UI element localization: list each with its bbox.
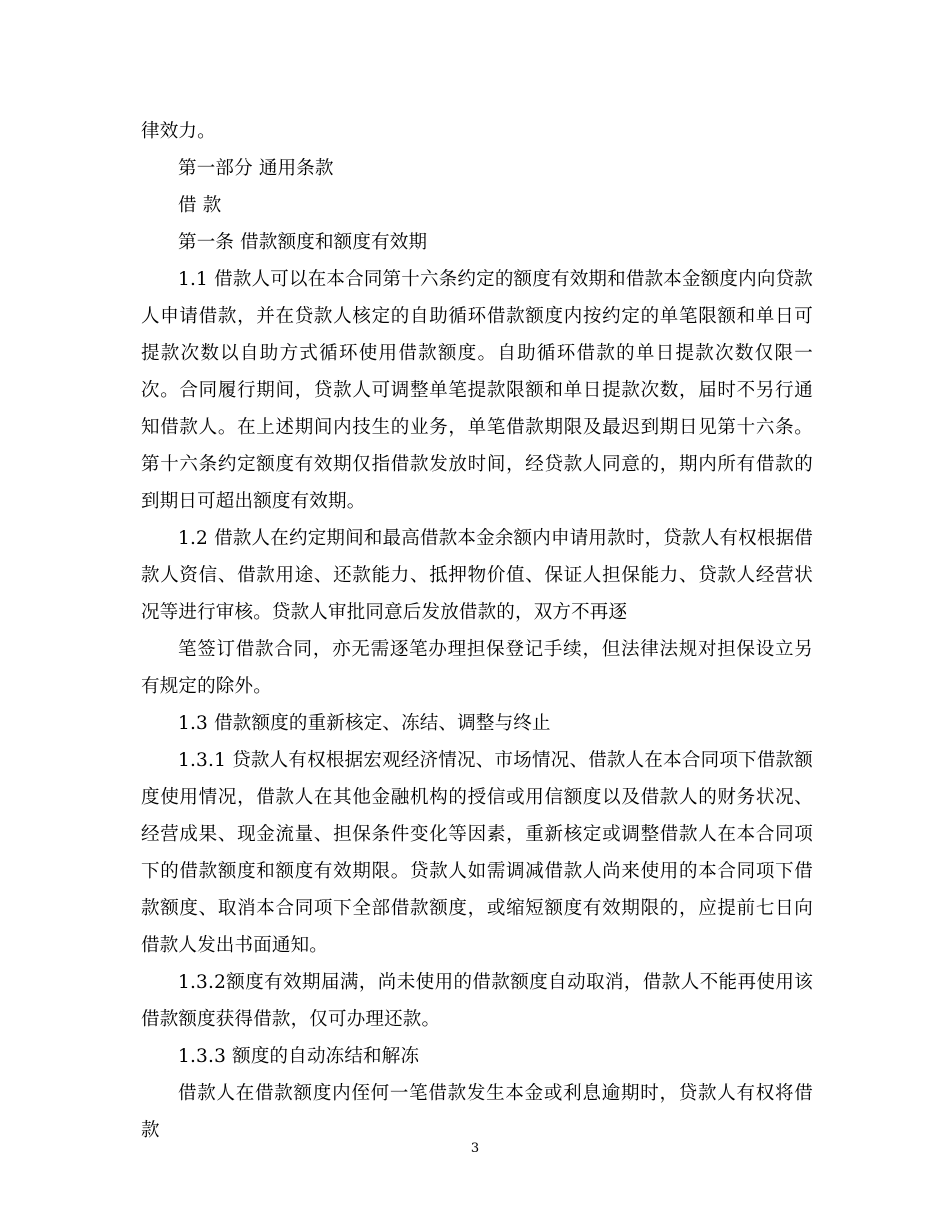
clause-1-3-heading: 1.3 借款额度的重新核定、冻结、调整与终止: [178, 713, 551, 734]
clause-1-2: 1.2 借款人在约定期间和最高借款本金余额内申请用款时，贷款人有权根据借款人资信、借款用途、还款能力、抵押物价值、保证人担保能力、贷款人经营状况等进行审核。贷款人审批同意后发放借款的，双方不再逐: [141, 528, 813, 623]
clause-1-3-2: 1.3.2额度有效期届满，尚未使用的借款额度自动取消，借款人不能再使用该借款额度获得借款，仅可办理还款。: [141, 972, 813, 1030]
section-heading: 借 款: [178, 195, 222, 216]
article-heading: 第一条 借款额度和额度有效期: [178, 232, 428, 253]
paragraph: 律效力。: [141, 121, 216, 142]
clause-1-1: 1.1 借款人可以在本合同第十六条约定的额度有效期和借款本金额度内向贷款人申请借款，并在贷款人核定的自助循环借款额度内按约定的单笔限额和单日可提款次数以自助方式循环使用借款额度。自助循环借款的单日提款次数仅限一次。合同履行期间，贷款人可调整单笔提款限额和单日提款次数，届时不另行通知借款人。在上述期间内技生的业务，单笔借款期限及最迟到期日见第十六条。第十六条约定额度有效期仅指借款发放时间，经贷款人同意的，期内所有借款的到期日可超出额度有效期。: [141, 269, 813, 512]
page-number: 3: [470, 1141, 480, 1156]
part-heading: 第一部分 通用条款: [178, 158, 334, 179]
clause-1-3-3-heading: 1.3.3 额度的自动冻结和解冻: [178, 1046, 420, 1067]
clause-1-2-continued: 笔签订借款合同，亦无需逐笔办理担保登记手续，但法律法规对担保设立另有规定的除外。: [141, 639, 813, 697]
clause-1-3-3-body: 借款人在借款额度内侄何一笔借款发生本金或利息逾期时，贷款人有权将借款: [141, 1083, 813, 1141]
document-body: [141, 113, 813, 1149]
clause-1-3-1: 1.3.1 贷款人有权根据宏观经济情况、市场情况、借款人在本合同项下借款额度使用情况，借款人在其他金融机构的授信或用信额度以及借款人的财务状况、经营成果、现金流量、担保条件变化等因素，重新核定或调整借款人在本合同项下的借款额度和额度有效期限。贷款人如需调减借款人尚来使用的本合同项下借款额度、取消本合同项下全部借款额度，或缩短额度有效期限的，应提前七日向借款人发出书面通知。: [141, 750, 813, 956]
